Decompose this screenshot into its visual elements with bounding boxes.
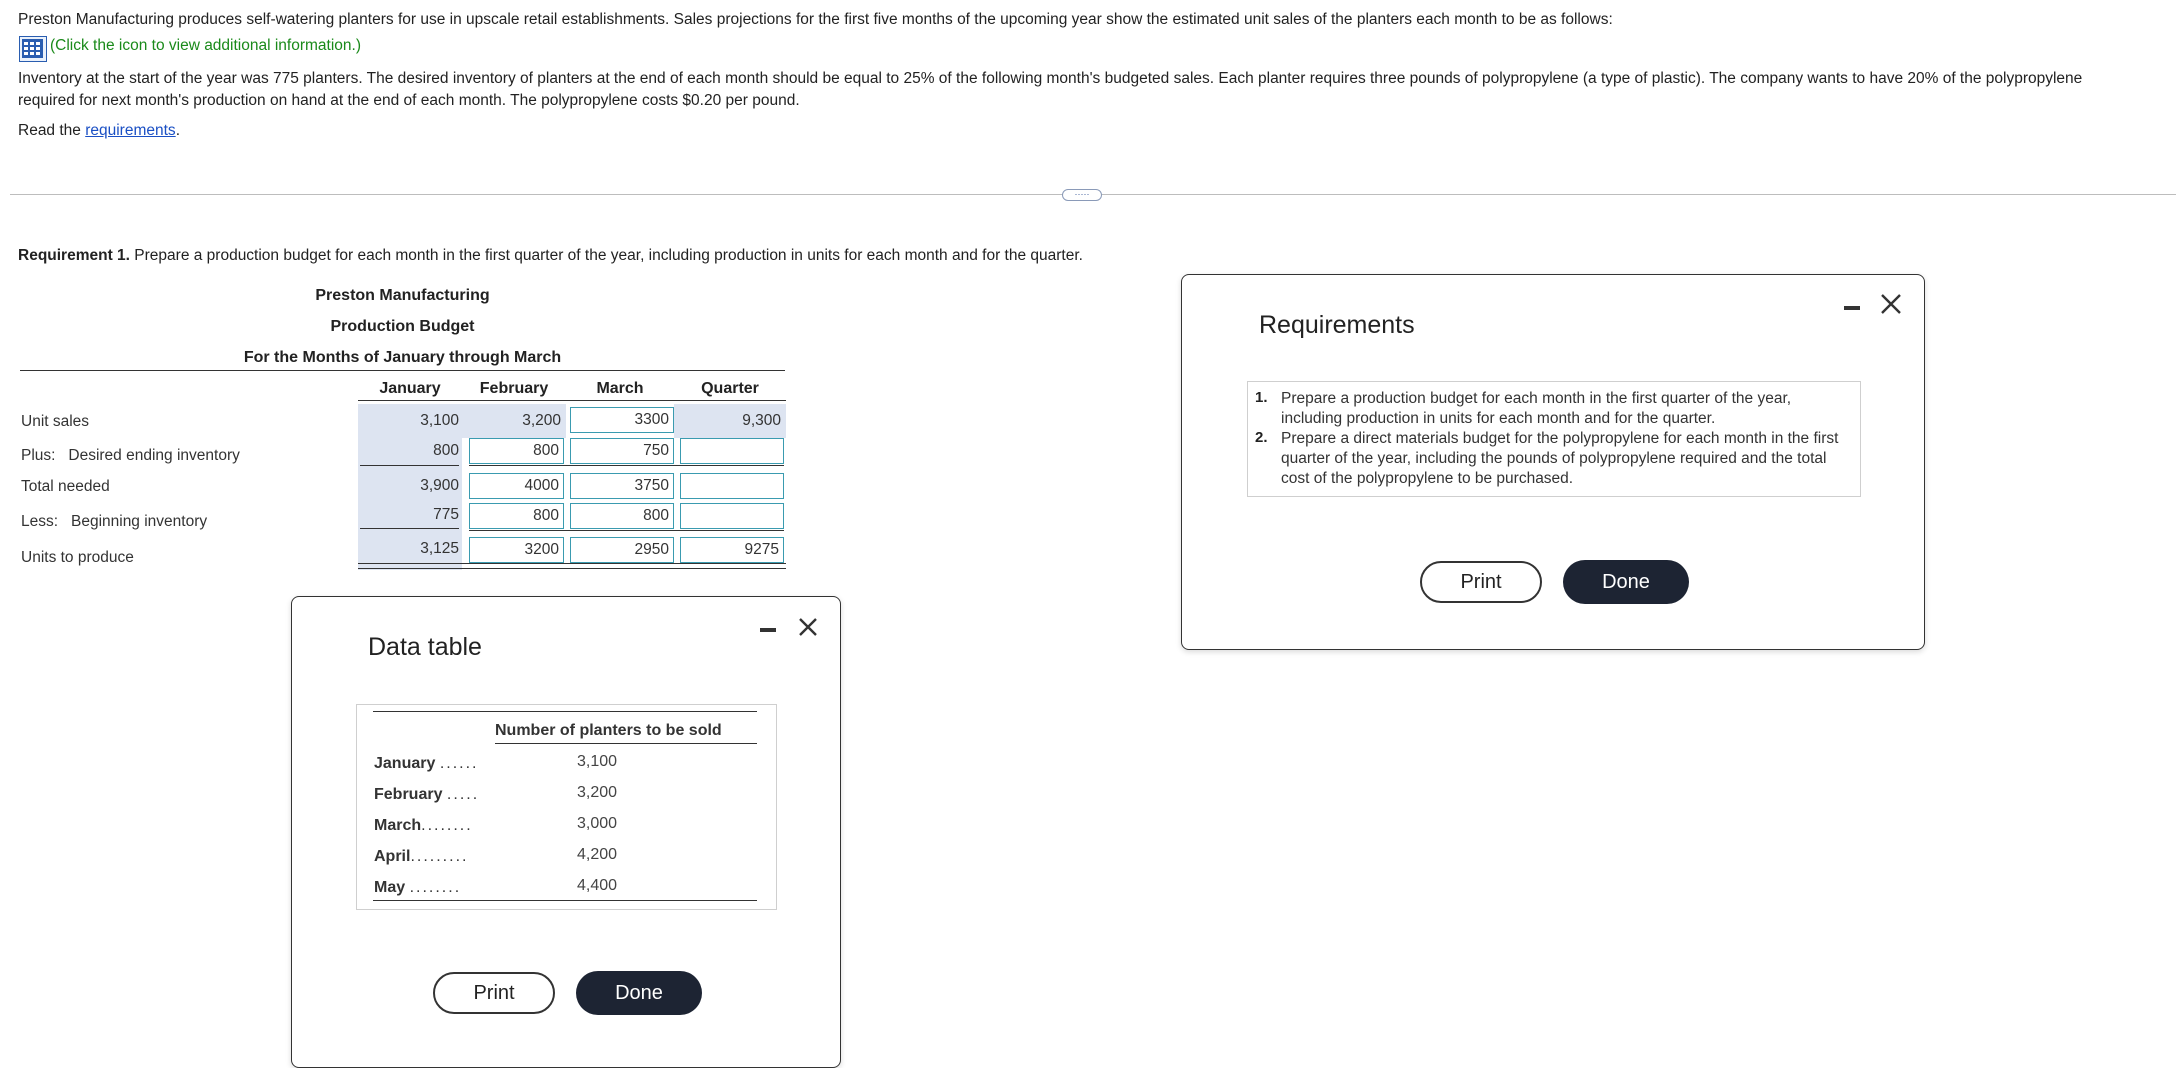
minimize-icon[interactable] (760, 628, 776, 632)
row-label-beginning: Less: Beginning inventory (21, 513, 208, 530)
data-table-box (356, 704, 777, 910)
unit-sales-mar-input[interactable]: 3300 (570, 407, 674, 433)
row-label-unit-sales: Unit sales (21, 413, 90, 430)
requirements-done-button[interactable]: Done (1563, 560, 1689, 604)
data-table-bottom-line (373, 900, 757, 901)
requirements-title: Requirements (1259, 311, 1415, 339)
col-february: February (479, 380, 549, 397)
desired-ending-qtr-input[interactable] (680, 438, 784, 464)
row-label-total-needed: Total needed (21, 478, 110, 495)
problem-intro: Preston Manufacturing produces self-watering planters for use in upscale retail establishments. Sales projections for the first five months of the upcoming year show the estimated unit sales of the planters each month to be as follows: (18, 11, 1613, 28)
beginning-qtr-input[interactable] (680, 503, 784, 529)
unit-sales-qtr: 9,300 (742, 412, 781, 429)
data-row-value: 4,200 (576, 846, 618, 863)
data-table-modal (291, 596, 841, 1068)
data-table-done-button[interactable]: Done (576, 971, 702, 1015)
units-to-produce-qtr-input[interactable]: 9275 (680, 537, 784, 563)
row-label-desired-ending: Plus: Desired ending inventory (21, 447, 240, 464)
requirements-link[interactable]: requirements (85, 122, 176, 139)
requirement-1-text: Requirement 1. Prepare a production budget for each month in the first quarter of the year, including production in units for each month and for the quarter. (18, 247, 1083, 264)
data-row-value: 4,400 (576, 877, 618, 894)
row-label-units-to-produce: Units to produce (21, 549, 134, 566)
total-needed-mar-input[interactable]: 3750 (570, 473, 674, 499)
data-row-value: 3,100 (576, 753, 618, 770)
minimize-icon[interactable] (1844, 306, 1860, 310)
desired-ending-underline (469, 465, 784, 466)
col-january: January (379, 380, 441, 397)
read-requirements-line: Read the requirements. (18, 122, 180, 139)
data-table-header: Number of planters to be sold (495, 722, 722, 739)
data-row-label: March........ (374, 817, 473, 834)
data-row-label: February ..... (374, 786, 480, 803)
total-needed-feb-input[interactable]: 4000 (469, 473, 564, 499)
requirements-modal (1181, 274, 1925, 650)
problem-details: Inventory at the start of the year was 775 planters. The desired inventory of planters at the end of each month should be equal to 25% of the following month's budgeted sales. Each planter requires three pounds of polypropylene (a type of plastic). The company wants to have 20% of the polypropylene required for next month's production on hand at the end of each month. The polypropylene costs $0.20 per pound. (18, 70, 2083, 109)
unit-sales-feb: 3,200 (522, 412, 561, 429)
column-header-underline (358, 400, 786, 401)
desired-ending-feb-input[interactable]: 800 (469, 438, 564, 464)
data-table-title: Data table (368, 633, 482, 661)
desired-ending-mar-input[interactable]: 750 (570, 438, 674, 464)
data-row-label: January ...... (374, 755, 479, 772)
requirements-list-box (1247, 381, 1861, 497)
expand-more-button[interactable]: ····· (1062, 189, 1102, 201)
beginning-underline (469, 530, 784, 531)
col-quarter: Quarter (701, 380, 759, 397)
units-to-produce-feb-input[interactable]: 3200 (469, 537, 564, 563)
data-table-top-line (373, 711, 757, 712)
total-needed-jan: 3,900 (420, 477, 459, 494)
units-to-produce-double-underline (358, 563, 786, 569)
beginning-jan-underline (360, 528, 459, 529)
data-row-value: 3,000 (576, 815, 618, 832)
units-to-produce-jan: 3,125 (420, 540, 459, 557)
units-to-produce-mar-input[interactable]: 2950 (570, 537, 674, 563)
data-row-label: April......... (374, 848, 469, 865)
desired-ending-jan: 800 (433, 442, 459, 459)
beginning-jan: 775 (433, 506, 459, 523)
col-march: March (596, 380, 644, 397)
unit-sales-jan: 3,100 (420, 412, 459, 429)
budget-period: For the Months of January through March (243, 349, 562, 366)
data-row-label: May ........ (374, 879, 462, 896)
budget-header-line (20, 370, 785, 371)
budget-company: Preston Manufacturing (315, 287, 490, 304)
budget-title: Production Budget (330, 318, 475, 335)
beginning-mar-input[interactable]: 800 (570, 503, 674, 529)
data-table-header-underline (495, 743, 757, 744)
table-icon[interactable] (19, 36, 47, 62)
beginning-feb-input[interactable]: 800 (469, 503, 564, 529)
desired-ending-jan-underline (360, 465, 459, 466)
additional-info-link[interactable]: (Click the icon to view additional information.) (50, 37, 361, 54)
requirements-print-button[interactable]: Print (1420, 561, 1542, 603)
requirement-item-text: Prepare a direct materials budget for the polypropylene for each month in the first quarter of the year, including the pounds of polypropylene required and the total cost of the polypropylene to be purchased. (1281, 430, 1839, 487)
requirement-item-text: Prepare a production budget for each month in the first quarter of the year, including production in units for each month and for the quarter. (1281, 390, 1792, 427)
requirement-number: 2. (1255, 429, 1268, 446)
requirement-number: 1. (1255, 389, 1268, 406)
close-icon[interactable] (797, 616, 819, 638)
data-row-value: 3,200 (576, 784, 618, 801)
data-table-print-button[interactable]: Print (433, 972, 555, 1014)
close-icon[interactable] (1879, 292, 1903, 316)
total-needed-qtr-input[interactable] (680, 473, 784, 499)
